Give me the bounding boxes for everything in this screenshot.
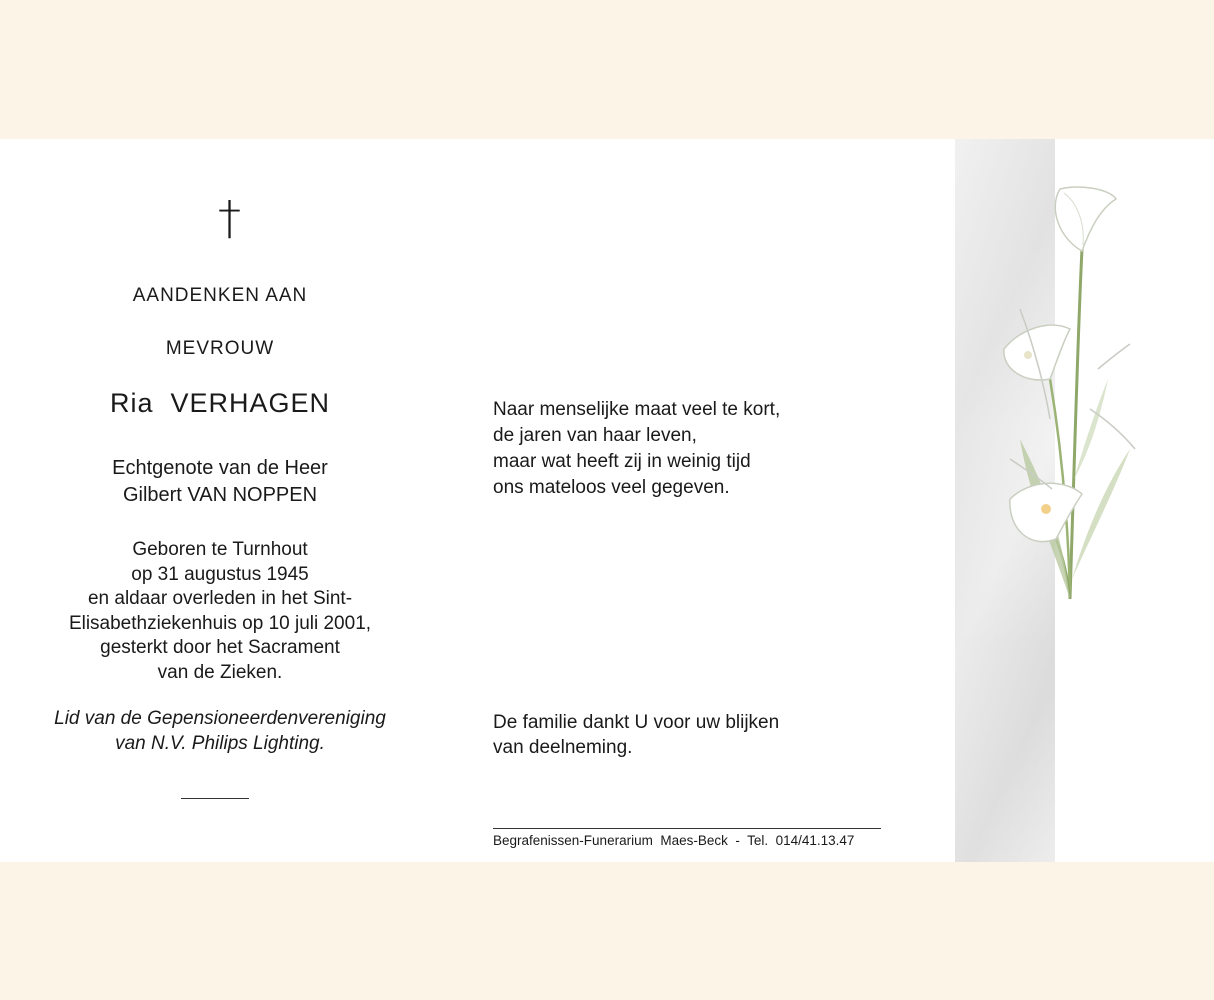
spouse-line: Gilbert VAN NOPPEN [122,484,318,506]
poem-line: de jaren van haar leven, [493,425,697,446]
memorial-card [0,139,1214,862]
member-line: van N.V. Philips Lighting. [115,732,325,754]
spouse-line: Echtgenote van de Heer [112,457,328,479]
poem-line: maar wat heeft zij in weinig tijd [493,451,751,472]
poem-line: Naar menselijke maat veel te kort, [493,399,781,420]
bio-line: gesterkt door het Sacrament [100,637,340,658]
calla-lily-icon [990,179,1150,629]
footer-divider [493,828,881,829]
bio-line: Elisabethziekenhuis op 10 juli 2001, [68,612,372,634]
bio-line: op 31 augustus 1945 [131,563,309,585]
cross-icon: † [218,191,241,245]
biography [20,538,420,685]
thanks-line: De familie dankt U voor uw blijken [493,712,780,733]
bio-line: en aldaar overleden in het Sint- [87,588,353,609]
left-panel [20,139,420,862]
spouse-info [20,455,420,509]
bio-line: van de Zieken. [157,661,283,683]
funeral-home-footer: Begrafenissen-Funerarium Maes-Beck - Tel. 014/41.13.47 [493,833,855,848]
deceased-name: Ria VERHAGEN [109,388,331,418]
heading-in-memory: AANDENKEN AAN [132,285,308,306]
family-thanks [493,710,913,760]
heading-title: MEVROUW [165,338,275,359]
poem-line: ons mateloos veel gegeven. [493,477,730,498]
divider [181,798,249,799]
member-line: Lid van de Gepensioneerdenvereniging [54,708,386,729]
membership-note [20,707,420,756]
bio-line: Geboren te Turnhout [132,539,308,560]
poem [493,397,913,501]
thanks-line: van deelneming. [493,737,633,758]
